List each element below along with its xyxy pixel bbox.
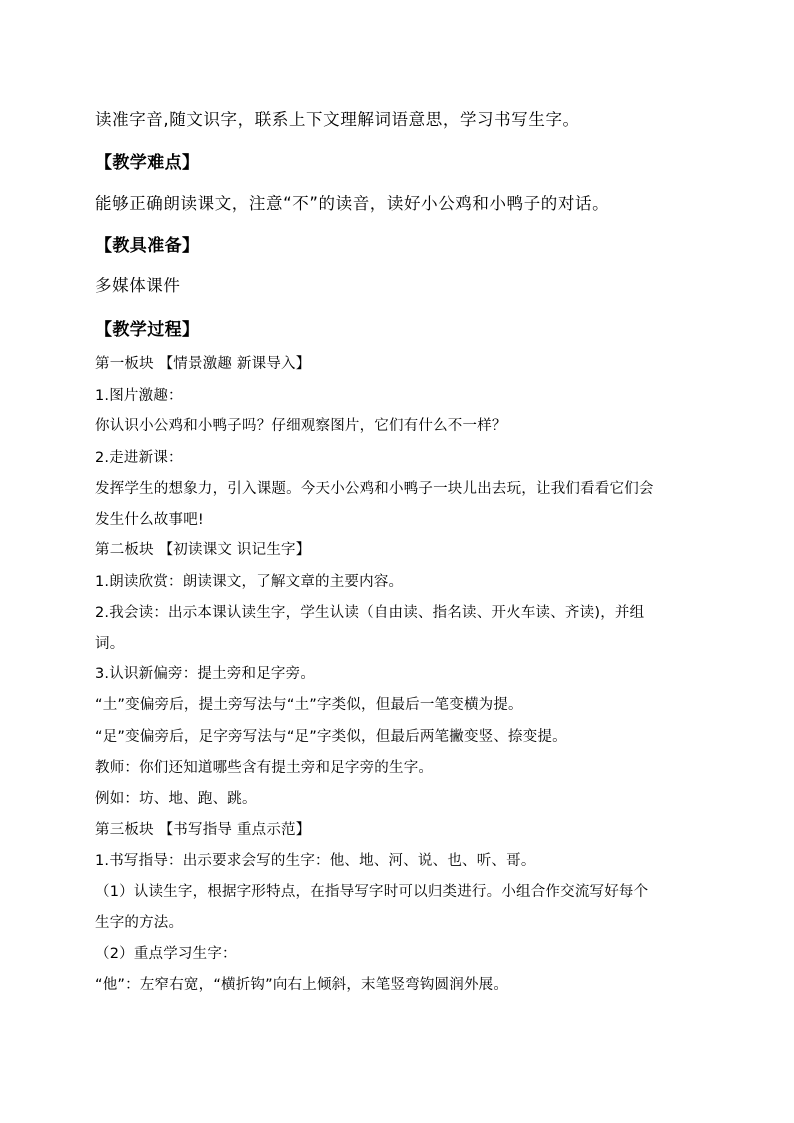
heading-teaching-difficulties: 【教学难点】 bbox=[95, 153, 200, 173]
list-item: （1）认读生字，根据字形特点，在指导写字时可以归类进行。小组合作交流写好每个 bbox=[95, 884, 649, 900]
paragraph-continuation: 生字的方法。 bbox=[95, 915, 184, 931]
paragraph-difficulties: 能够正确朗读课文，注意“不”的读音，读好小公鸡和小鸭子的对话。 bbox=[95, 194, 610, 213]
paragraph: “土”变偏旁后，提土旁写法与“土”字类似，但最后一笔变横为提。 bbox=[95, 697, 523, 713]
paragraph-learning-goals: 读准字音,随文识字，联系上下文理解词语意思，学习书写生字。 bbox=[95, 110, 580, 129]
paragraph: 你认识小公鸡和小鸭子吗？仔细观察图片，它们有什么不一样？ bbox=[95, 418, 507, 434]
heading-teaching-aids: 【教具准备】 bbox=[95, 236, 200, 256]
paragraph-teaching-aids: 多媒体课件 bbox=[95, 276, 181, 295]
paragraph: “足”变偏旁后，足字旁写法与“足”字类似，但最后两笔撇变竖、捺变提。 bbox=[95, 729, 567, 745]
list-item: 2.我会读：出示本课认读生字，学生认读（自由读、指名读、开火车读、齐读)，并组 bbox=[95, 605, 645, 621]
section-one-title: 第一板块 【情景激趣 新课导入】 bbox=[95, 356, 311, 372]
section-three-title: 第三板块 【书写指导 重点示范】 bbox=[95, 822, 311, 838]
section-two-title: 第二板块 【初读课文 识记生字】 bbox=[95, 542, 311, 558]
paragraph: “他”：左窄右宽，“横折钩”向右上倾斜，末笔竖弯钩圆润外展。 bbox=[95, 977, 509, 993]
paragraph: 发挥学生的想象力，引入课题。今天小公鸡和小鸭子一块儿出去玩，让我们看看它们会 bbox=[95, 481, 654, 497]
list-item: 3.认识新偏旁：提土旁和足字旁。 bbox=[95, 666, 316, 682]
list-item: 1.图片激趣： bbox=[95, 388, 183, 404]
heading-teaching-process: 【教学过程】 bbox=[95, 320, 200, 340]
paragraph: 例如：坊、地、跑、跳。 bbox=[95, 791, 257, 807]
list-item: （2）重点学习生字： bbox=[95, 946, 237, 962]
list-item: 1.书写指导：出示要求会写的生字：他、地、河、说、也、听、哥。 bbox=[95, 853, 536, 869]
list-item: 1.朗读欣赏：朗读课文，了解文章的主要内容。 bbox=[95, 574, 404, 590]
paragraph: 教师：你们还知道哪些含有提土旁和足字旁的生字。 bbox=[95, 760, 434, 776]
paragraph-continuation: 发生什么故事吧! bbox=[95, 512, 204, 528]
paragraph-continuation: 词。 bbox=[95, 636, 125, 652]
list-item: 2.走进新课： bbox=[95, 450, 183, 466]
